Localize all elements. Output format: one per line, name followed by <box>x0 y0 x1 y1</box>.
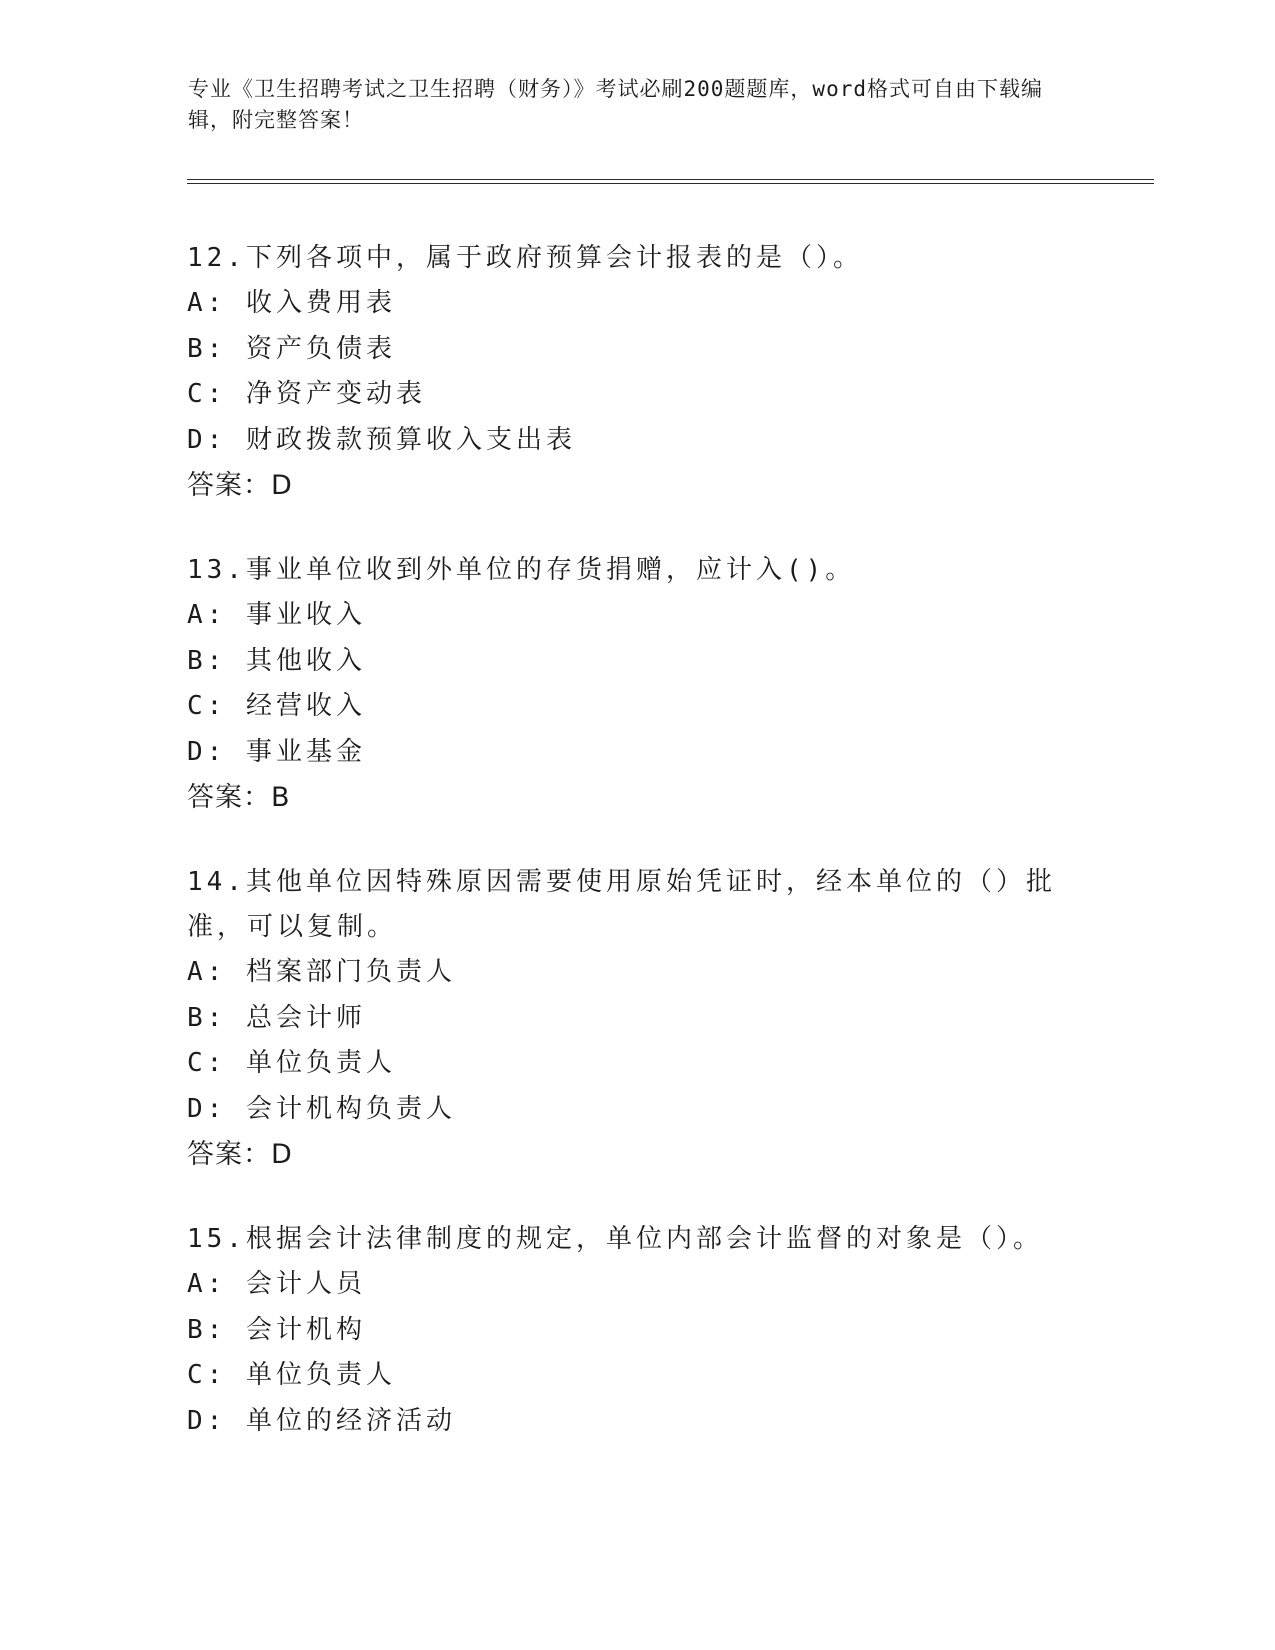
answer-line: 答案：D <box>187 470 293 501</box>
document-header: 专业《卫生招聘考试之卫生招聘（财务）》考试必刷200题题库，word格式可自由下载编辑，附完整答案！ <box>188 77 1043 132</box>
question-stem: 12.下列各项中，属于政府预算会计报表的是（）。 <box>187 243 863 273</box>
option-d: D: 事业基金 <box>187 736 366 767</box>
question-list <box>187 236 1087 1484</box>
option-a: A: 事业收入 <box>187 600 366 630</box>
question-stem: 15.根据会计法律制度的规定，单位内部会计监督的对象是（）。 <box>187 1224 1043 1254</box>
option-d: D: 财政拨款预算收入支出表 <box>187 424 576 455</box>
question-14 <box>187 860 1087 1177</box>
option-c: C: 经营收入 <box>187 691 366 721</box>
option-c: C: 单位负责人 <box>187 1048 396 1078</box>
option-b: B: 会计机构 <box>187 1314 366 1345</box>
option-a: A: 档案部门负责人 <box>187 957 456 987</box>
option-d: D: 会计机构负责人 <box>187 1093 456 1124</box>
option-b: B: 其他收入 <box>187 645 366 676</box>
option-c: C: 净资产变动表 <box>187 379 426 409</box>
header-divider-bottom <box>187 183 1154 184</box>
option-b: B: 总会计师 <box>187 1002 366 1033</box>
question-13 <box>187 548 1087 820</box>
question-15 <box>187 1217 1087 1444</box>
option-b: B: 资产负债表 <box>187 333 396 364</box>
question-stem: 14.其他单位因特殊原因需要使用原始凭证时，经本单位的（）批准，可以复制。 <box>187 867 1056 942</box>
option-d: D: 单位的经济活动 <box>187 1405 456 1436</box>
question-12 <box>187 236 1087 508</box>
option-a: A: 收入费用表 <box>187 288 396 318</box>
answer-line: 答案：B <box>187 782 291 813</box>
option-a: A: 会计人员 <box>187 1269 366 1299</box>
header-divider-top <box>187 179 1154 180</box>
answer-line: 答案：D <box>187 1139 293 1170</box>
option-c: C: 单位负责人 <box>187 1360 396 1390</box>
question-stem: 13.事业单位收到外单位的存货捐赠，应计入()。 <box>187 555 856 585</box>
